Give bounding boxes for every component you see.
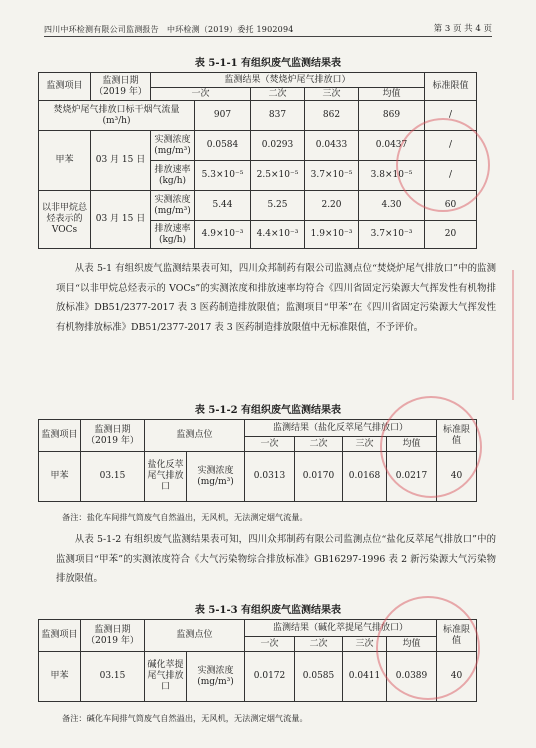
vocs-rate: 4.4×10⁻³ [251,221,305,249]
flow-value: 907 [195,101,251,131]
header-result: 监测结果（盐化反萃尾气排放口） [245,420,437,437]
header-run-2: 二次 [251,88,305,101]
benzene-rate: 3.7×10⁻⁵ [305,161,359,191]
seal-stamp [376,596,480,700]
conc-value: 0.0585 [295,652,343,702]
table-2-note: 备注：盐化车间排气筒废气自然溢出，无风机，无法测定烟气流量。 [62,512,308,522]
conc-value: 0.0172 [245,652,295,702]
header-date: 监测日期（2019 年） [91,73,151,101]
benzene-rate-limit: / [425,161,477,191]
flow-value: 869 [359,101,425,131]
benzene-conc: 0.0433 [305,131,359,161]
benzene-conc: 0.0584 [195,131,251,161]
header-mean: 均值 [359,88,425,101]
point: 碱化萃提尾气排放口 [145,652,187,702]
benzene-item: 甲苯 [39,131,91,191]
conc-value: 0.0411 [343,652,387,702]
header-limit: 标准限值 [437,420,477,452]
report-header-title: 四川中环检测有限公司监测报告 中环检测（2019）委托 1902094 [44,25,294,34]
table-1-title: 表 5-1-1 有组织废气监测结果表 [194,58,342,69]
table-3-note: 备注：碱化车间排气筒废气自然溢出，无风机，无法测定烟气流量。 [62,713,308,723]
header-run-3: 三次 [305,88,359,101]
table-3-title: 表 5-1-3 有组织废气监测结果表 [194,605,342,616]
header-result: 监测结果（焚烧炉尾气排放口） [151,73,425,88]
header-run-2: 二次 [295,637,343,652]
benzene-conc: 0.0293 [251,131,305,161]
vocs-rate: 4.9×10⁻³ [195,221,251,249]
conc-label: 实测浓度(mg/m³) [187,652,245,702]
vocs-conc: 2.20 [305,191,359,221]
date: 03.15 [81,452,145,502]
item: 甲苯 [39,652,81,702]
table-2-title: 表 5-1-2 有组织废气监测结果表 [194,405,342,416]
vocs-conc-limit: 60 [425,191,477,221]
benzene-conc: 0.0437 [359,131,425,161]
vocs-rate: 3.7×10⁻³ [359,221,425,249]
header-item: 监测项目 [39,420,81,452]
flow-value: 837 [251,101,305,131]
header-run-3: 三次 [343,637,387,652]
conc-value: 0.0168 [343,452,387,502]
header-mean: 均值 [387,437,437,452]
page-number: 第 3 页 共 4 页 [433,24,492,34]
header-limit: 标准限值 [425,73,477,101]
header-item: 监测项目 [39,73,91,101]
conc-mean: 0.0217 [387,452,437,502]
header-run-1: 一次 [151,88,251,101]
header-run-1: 一次 [245,637,295,652]
item: 甲苯 [39,452,81,502]
benzene-date: 03 月 15 日 [91,131,151,191]
vocs-conc-label: 实测浓度(mg/m³) [151,191,195,221]
vocs-rate: 1.9×10⁻³ [305,221,359,249]
header-limit: 标准限值 [437,620,477,652]
header-point: 监测点位 [145,620,245,652]
flow-limit: / [425,101,477,131]
seal-stamp [380,396,482,498]
benzene-rate: 2.5×10⁻⁵ [251,161,305,191]
header-mean: 均值 [387,637,437,652]
date: 03.15 [81,652,145,702]
header-run-1: 一次 [245,437,295,452]
header-date: 监测日期（2019 年） [81,620,145,652]
conc-label: 实测浓度(mg/m³) [187,452,245,502]
flow-value: 862 [305,101,359,131]
benzene-conc-label: 实测浓度(mg/m³) [151,131,195,161]
flow-label: 焚烧炉尾气排放口标干烟气流量(m³/h) [39,101,195,131]
point: 盐化反萃尾气排放口 [145,452,187,502]
conc-limit: 40 [437,652,477,702]
conc-limit: 40 [437,452,477,502]
seam-stamp [512,270,536,400]
analysis-paragraph-2: 从表 5-1-2 有组织废气监测结果表可知，四川众邦制药有限公司监测点位“盐化反萃尾气排放口”中的监测项目“甲苯”的实测浓度符合《大气污染物综合排放标准》GB16297-1996 表 2 新污染源大气污染物排放限值。 [56,534,496,585]
benzene-rate-label: 排放速率(kg/h) [151,161,195,191]
vocs-conc: 4.30 [359,191,425,221]
conc-mean: 0.0389 [387,652,437,702]
seal-stamp [396,118,490,212]
header-point: 监测点位 [145,420,245,452]
header-run-2: 二次 [295,437,343,452]
vocs-rate-limit: 20 [425,221,477,249]
conc-value: 0.0170 [295,452,343,502]
header-item: 监测项目 [39,620,81,652]
benzene-conc-limit: / [425,131,477,161]
vocs-conc: 5.44 [195,191,251,221]
vocs-conc: 5.25 [251,191,305,221]
page-header [44,18,492,37]
benzene-rate: 5.3×10⁻⁵ [195,161,251,191]
header-run-3: 三次 [343,437,387,452]
analysis-paragraph-1: 从表 5-1 有组织废气监测结果表可知，四川众邦制药有限公司监测点位“焚烧炉尾气排放口”中的监测项目“以非甲烷总烃表示的 VOCs”的实测浓度和排放速率均符合《四川省固定污染源大气挥发性有机物排放标准》DB51/2377-2017 表 3 医药制造排放限值；监测项目“甲苯”在《四川省固定污染源大气挥发性有机物排放标准》DB51/2377-2017 表 3 医药制造排放限值中无标准限值，不予评价。 [56,263,496,333]
header-result: 监测结果（碱化萃提尾气排放口） [245,620,437,637]
conc-value: 0.0313 [245,452,295,502]
benzene-rate: 3.8×10⁻⁵ [359,161,425,191]
vocs-item: 以非甲烷总烃表示的 VOCs [39,191,91,249]
header-date: 监测日期（2019 年） [81,420,145,452]
vocs-date: 03 月 15 日 [91,191,151,249]
vocs-rate-label: 排放速率(kg/h) [151,221,195,249]
